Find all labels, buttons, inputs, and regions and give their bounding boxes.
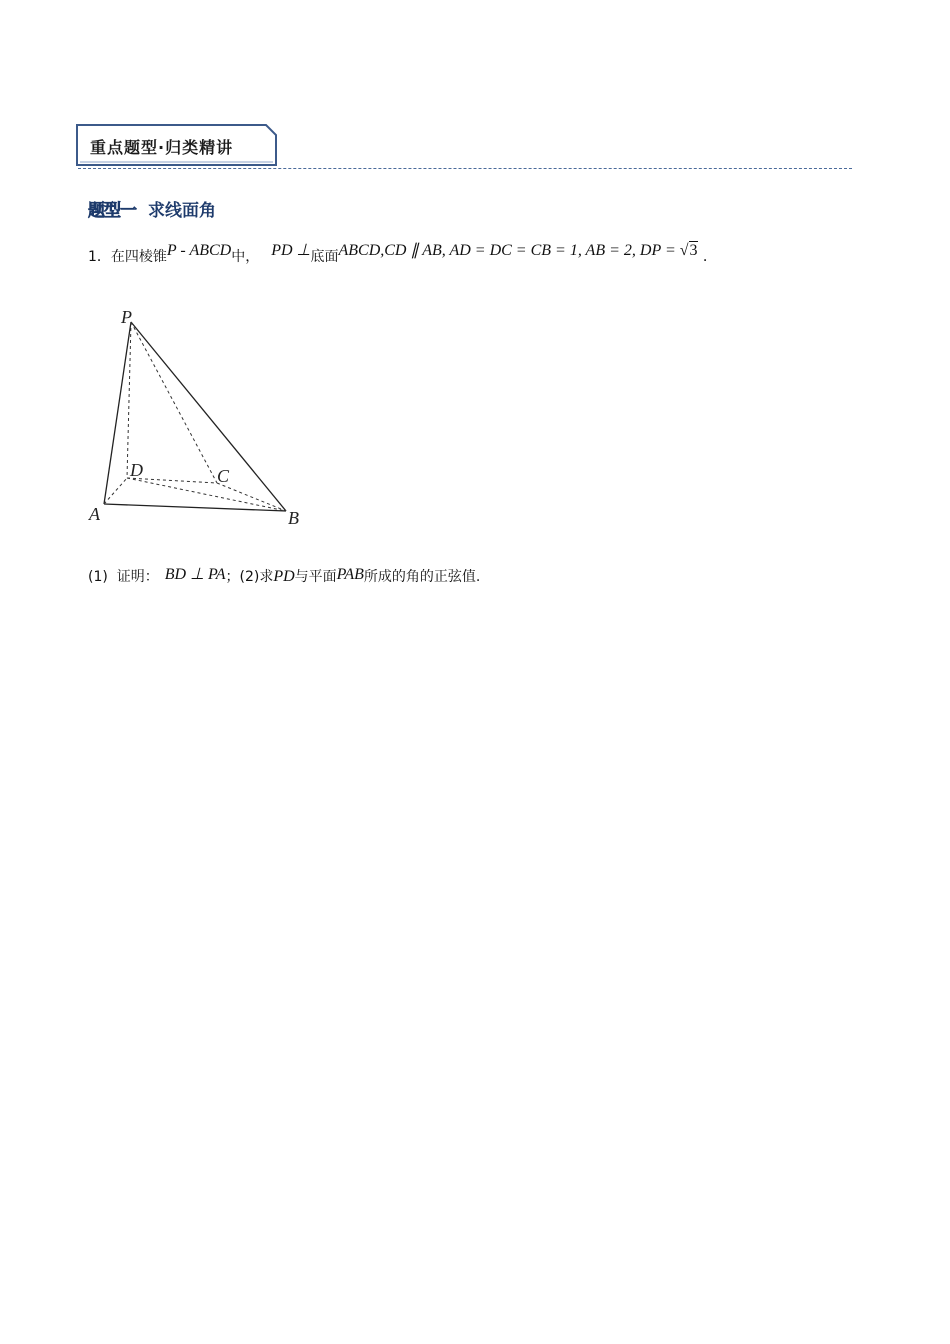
problem-expr-2: PD ⊥ [271,242,311,259]
section-title: 重点题型·归类精讲 [90,138,234,157]
q2-expr-2: PAB [336,566,364,583]
edge-pb [131,322,286,511]
section-divider [78,168,852,169]
label-a: A [89,504,100,524]
type-badge: 题型一 [88,201,136,221]
label-b: B [288,508,299,528]
problem-statement [88,242,708,266]
q2-expr-1: PD [273,568,295,585]
problem-text-1: 在四棱锥 [110,249,167,265]
sqrt-value: 3 [689,242,698,259]
problem-text-3: 底面 [310,249,339,265]
type-heading [88,196,216,221]
label-c: C [217,466,230,486]
problem-number: 1． [88,249,111,265]
problem-end: . [703,248,708,265]
q-separator: ；(2)求 [225,569,274,585]
q2-text-1: 与平面 [294,569,337,585]
sqrt-sign: √ [679,242,689,259]
q1-prefix: (1) 证明： [88,569,159,585]
problem-text-2: 中， [231,249,260,265]
problem-expr-1: P - ABCD [166,242,232,259]
questions [88,566,480,586]
type-title: 求线面角 [148,201,216,221]
edge-pc [131,322,217,483]
q1-expr: BD ⊥ PA [164,566,226,583]
label-p: P [121,307,132,327]
label-d: D [130,460,143,480]
problem-expr-3: ABCD,CD ∥ AB, AD = DC = CB = 1, AB = 2, DP = [338,242,680,259]
edge-pa [104,322,131,504]
q2-text-2: 所成的角的正弦值. [363,569,481,585]
edge-cb [217,483,286,511]
pyramid-figure [80,300,320,540]
section-banner [76,124,276,164]
